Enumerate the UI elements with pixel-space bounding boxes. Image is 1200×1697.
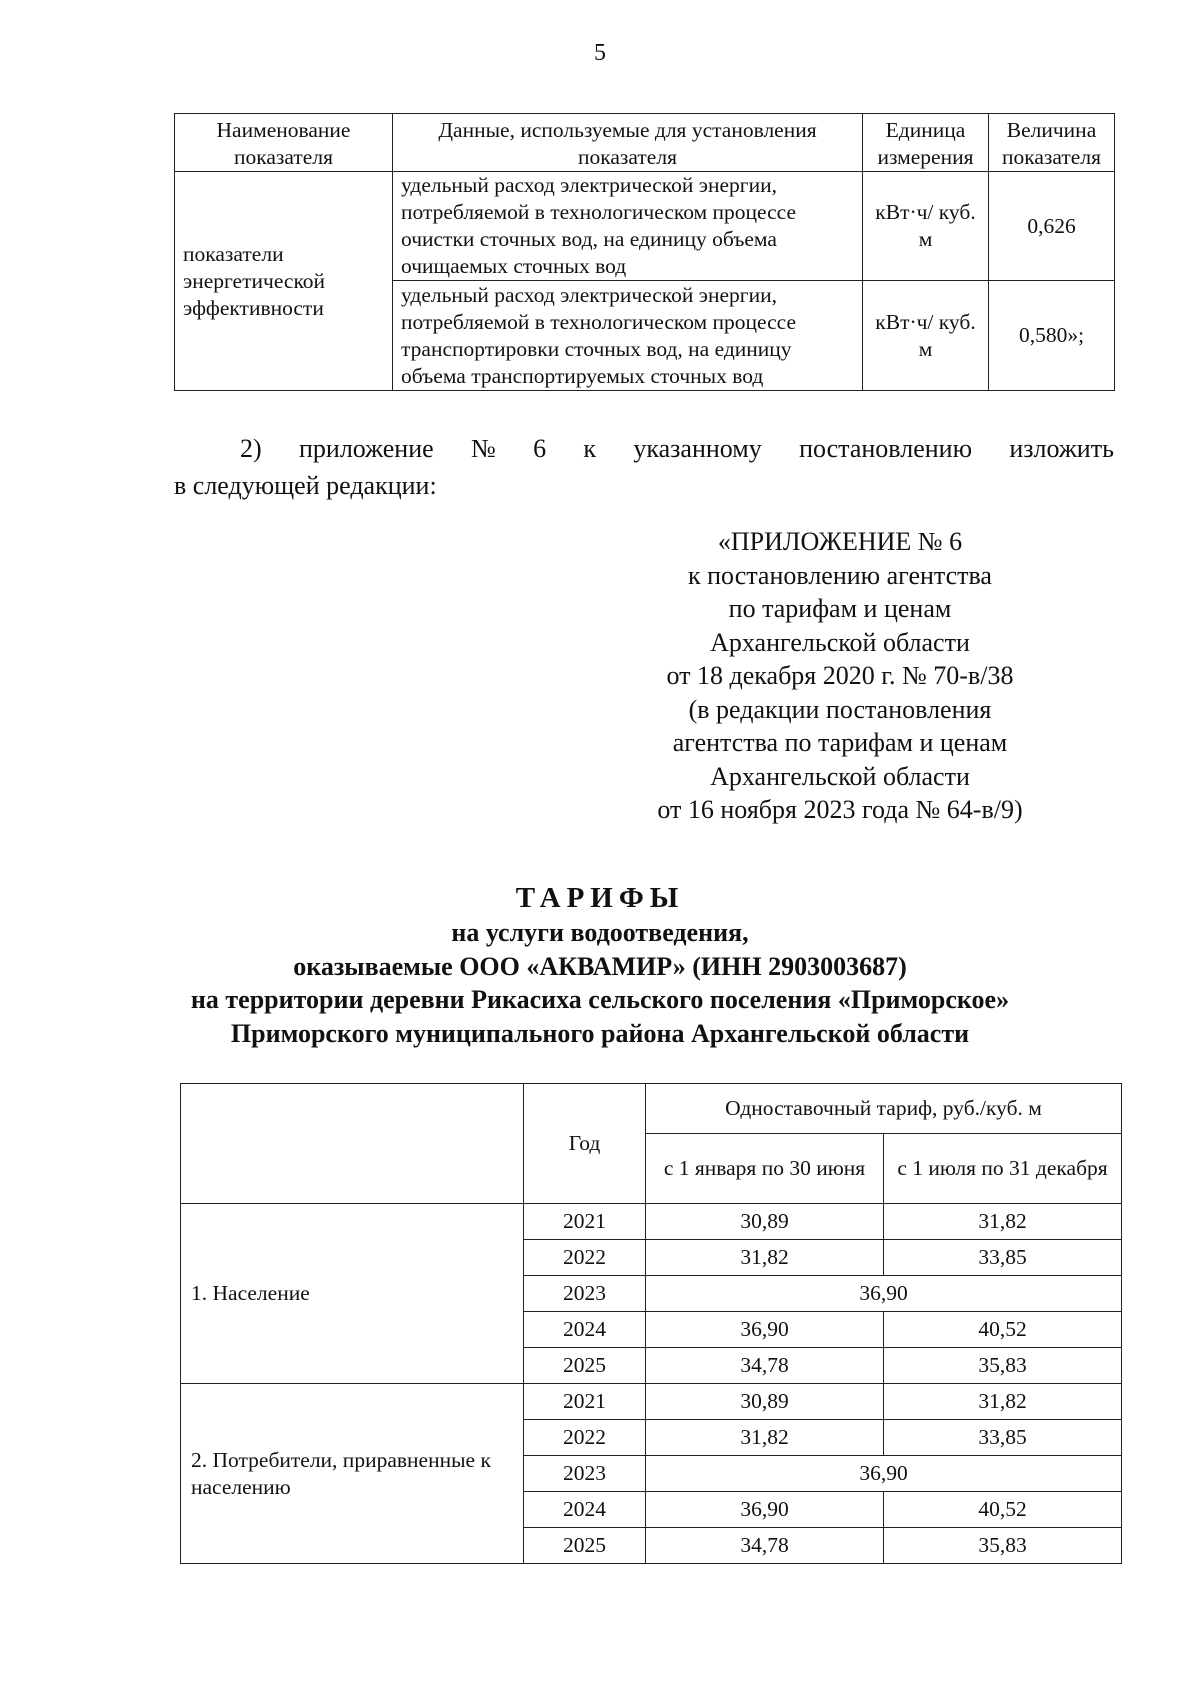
title-line: Приморского муниципального района Архангельской области (230, 1018, 970, 1048)
consumer-group-name: 1. Население (181, 1204, 524, 1384)
appendix-line: Архангельской области (710, 627, 970, 657)
indicator-unit: кВт·ч/ куб. м (863, 172, 989, 281)
indicator-data: удельный расход электрической энергии, потребляемой в технологическом процессе транспортировки сточных вод, на единицу объема транспортируемых сточных вод (393, 281, 863, 391)
period-2-header: с 1 июля по 31 декабря (884, 1134, 1122, 1204)
indicator-group-name: показатели энергетической эффективности (175, 172, 393, 391)
table-row (181, 1204, 1122, 1240)
indicator-unit: кВт·ч/ куб. м (863, 281, 989, 391)
tariff-cell: 35,83 (884, 1528, 1122, 1564)
title-line: на территории деревни Рикасиха сельского поселения «Приморское» (190, 985, 1010, 1014)
year-cell: 2024 (524, 1492, 646, 1528)
header-unit: Единица измерения (863, 114, 989, 172)
paragraph-word: постановлению (799, 434, 972, 463)
paragraph-word: к (583, 434, 597, 463)
paragraph-word: указанному (633, 434, 762, 463)
tariff-cell: 33,85 (884, 1240, 1122, 1276)
tariff-cell: 31,82 (646, 1240, 884, 1276)
year-cell: 2021 (524, 1384, 646, 1420)
tariff-header-row (181, 1084, 1122, 1134)
page-number: 5 (594, 40, 606, 66)
year-cell: 2024 (524, 1312, 646, 1348)
indicator-table (174, 113, 1115, 391)
consumer-group-name: 2. Потребители, приравненные к населению (181, 1384, 524, 1564)
indicator-row (175, 172, 1115, 281)
appendix-header (590, 525, 1090, 827)
appendix-line: (в редакции постановления (688, 694, 992, 724)
appendix-line: к постановлению агентства (688, 560, 992, 590)
amendment-paragraph (174, 430, 1114, 504)
tariff-cell: 31,82 (884, 1384, 1122, 1420)
year-cell: 2023 (524, 1276, 646, 1312)
document-title (0, 880, 1200, 1050)
tariff-table (180, 1083, 1122, 1564)
year-cell: 2022 (524, 1420, 646, 1456)
paragraph-line-1 (174, 430, 1114, 467)
tariff-cell: 36,90 (646, 1492, 884, 1528)
tariff-corner-cell (181, 1084, 524, 1204)
appendix-line: «ПРИЛОЖЕНИЕ № 6 (717, 527, 963, 556)
tariff-cell-merged: 36,90 (646, 1456, 1122, 1492)
year-cell: 2021 (524, 1204, 646, 1240)
paragraph-word: приложение (298, 434, 434, 463)
tariff-cell: 30,89 (646, 1384, 884, 1420)
tariff-cell: 31,82 (646, 1420, 884, 1456)
tariff-header: Одноставочный тариф, руб./куб. м (646, 1084, 1122, 1134)
appendix-line: Архангельской области (710, 761, 970, 791)
title-line: оказываемые ООО «АКВАМИР» (ИНН 2903003687) (293, 951, 907, 981)
appendix-line: от 18 декабря 2020 г. № 70-в/38 (666, 661, 1014, 690)
tariff-cell: 36,90 (646, 1312, 884, 1348)
year-cell: 2023 (524, 1456, 646, 1492)
tariff-cell: 31,82 (884, 1204, 1122, 1240)
header-value: Величина показателя (989, 114, 1115, 172)
appendix-line: по тарифам и ценам (728, 594, 952, 623)
tariff-cell: 30,89 (646, 1204, 884, 1240)
year-header: Год (524, 1084, 646, 1204)
header-data-used: Данные, используемые для установления показателя (393, 114, 863, 172)
appendix-line: агентства по тарифам и ценам (672, 728, 1008, 757)
title-line: на услуги водоотведения, (451, 918, 749, 947)
year-cell: 2025 (524, 1528, 646, 1564)
paragraph-word: № (470, 434, 496, 463)
paragraph-word: изложить (1009, 434, 1114, 463)
indicator-table-header-row (175, 114, 1115, 172)
tariff-cell: 34,78 (646, 1528, 884, 1564)
tariff-cell-merged: 36,90 (646, 1276, 1122, 1312)
tariff-cell: 40,52 (884, 1312, 1122, 1348)
indicator-value: 0,580»; (989, 281, 1115, 391)
period-1-header: с 1 января по 30 июня (646, 1134, 884, 1204)
year-cell: 2025 (524, 1348, 646, 1384)
year-cell: 2022 (524, 1240, 646, 1276)
table-row (181, 1384, 1122, 1420)
appendix-line: от 16 ноября 2023 года № 64-в/9) (657, 795, 1023, 824)
title-main: ТАРИФЫ (515, 882, 685, 914)
paragraph-word: 2) (240, 434, 262, 463)
tariff-cell: 35,83 (884, 1348, 1122, 1384)
header-indicator-name: Наименование показателя (175, 114, 393, 172)
paragraph-word: 6 (533, 434, 547, 463)
tariff-cell: 34,78 (646, 1348, 884, 1384)
indicator-value: 0,626 (989, 172, 1115, 281)
tariff-cell: 40,52 (884, 1492, 1122, 1528)
paragraph-line-2: в следующей редакции: (174, 471, 437, 500)
tariff-cell: 33,85 (884, 1420, 1122, 1456)
indicator-data: удельный расход электрической энергии, потребляемой в технологическом процессе очистки сточных вод, на единицу объема очищаемых сточных вод (393, 172, 863, 281)
